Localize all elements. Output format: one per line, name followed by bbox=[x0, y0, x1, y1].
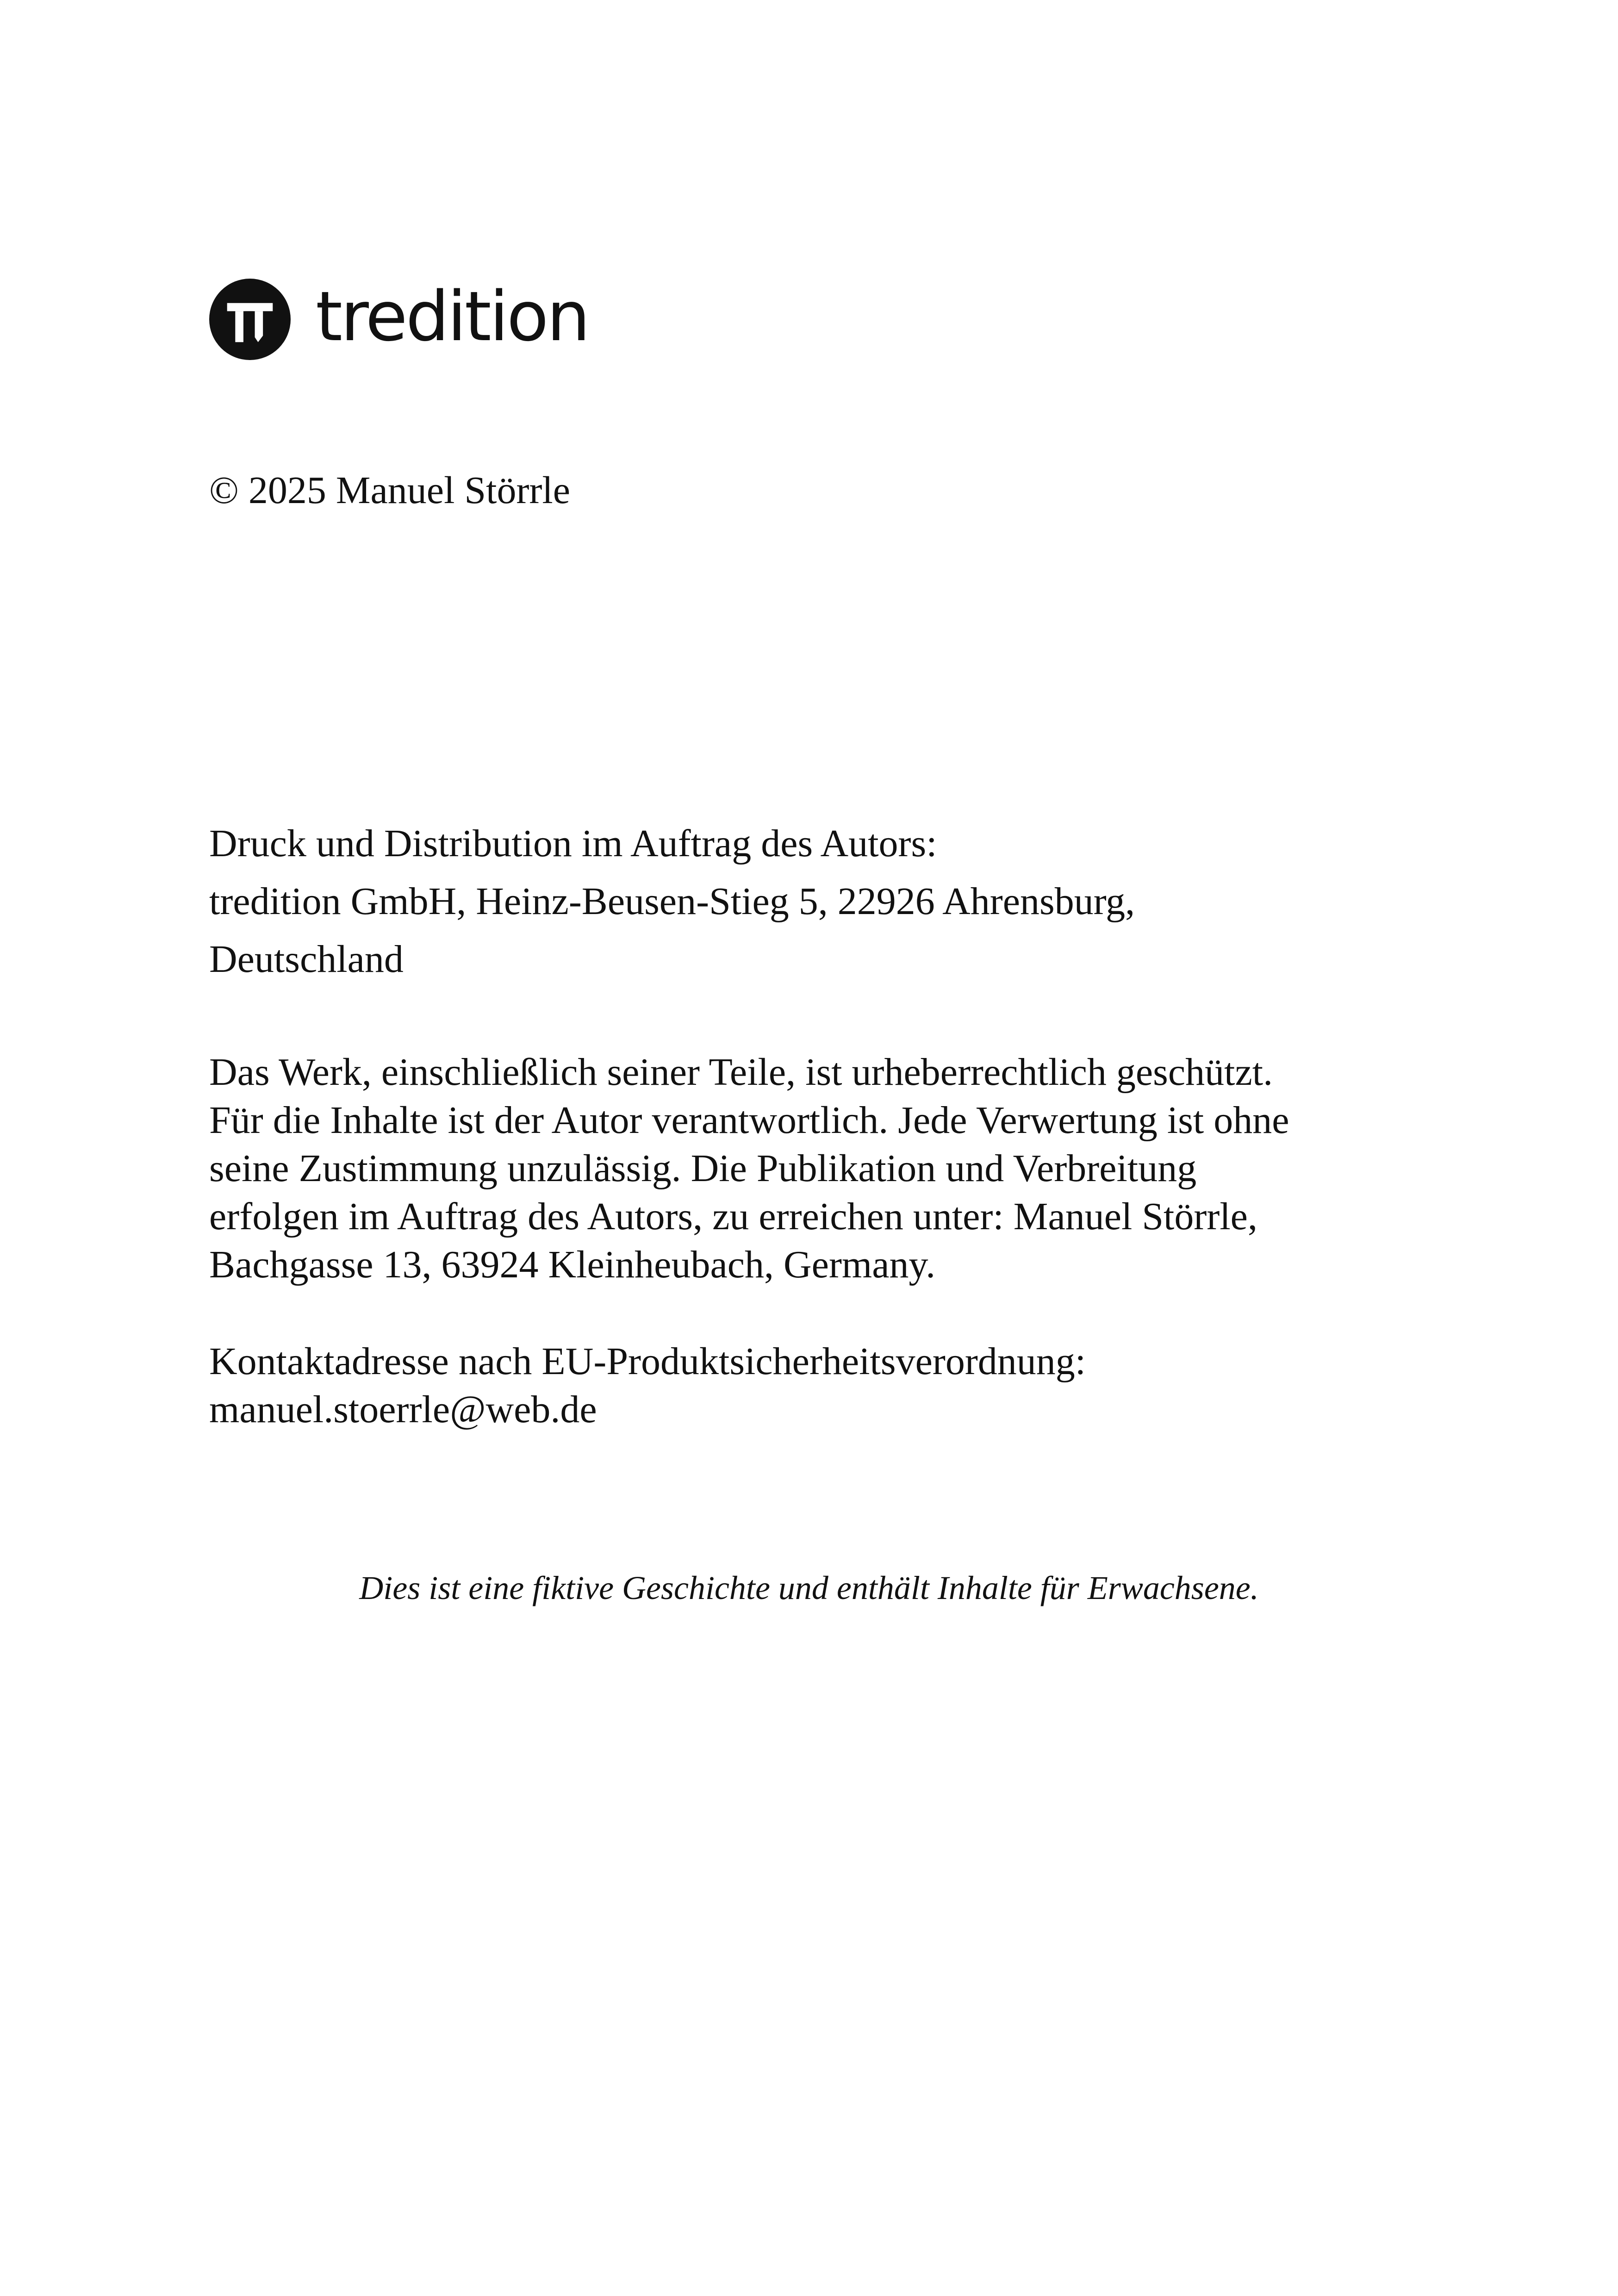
rights-line: erfolgen im Auftrag des Autors, zu erreichen unter: Manuel Störrle, bbox=[209, 1195, 1257, 1238]
copyright-line: © 2025 Manuel Störrle bbox=[209, 469, 571, 512]
publisher-info bbox=[209, 815, 1135, 988]
logo-wordmark: tredition bbox=[316, 277, 589, 356]
contact-line: Kontaktadresse nach EU-Produktsicherheitsverordnung: bbox=[209, 1340, 1086, 1383]
fiction-notice: Dies ist eine fiktive Geschichte und enthält Inhalte für Erwachsene. bbox=[359, 1569, 1259, 1606]
contact-info bbox=[209, 1338, 1086, 1434]
rights-line: seine Zustimmung unzulässig. Die Publikation und Verbreitung bbox=[209, 1147, 1197, 1190]
rights-line: Bachgasse 13, 63924 Kleinheubach, Germany. bbox=[209, 1243, 936, 1286]
rights-line: Für die Inhalte ist der Autor verantwortlich. Jede Verwertung ist ohne bbox=[209, 1099, 1289, 1142]
publisher-logo bbox=[209, 278, 588, 361]
publisher-line: Druck und Distribution im Auftrag des Autors: bbox=[209, 822, 937, 865]
contact-email: manuel.stoerrle@web.de bbox=[209, 1388, 597, 1431]
tredition-logo-icon bbox=[209, 279, 291, 360]
rights-line: Das Werk, einschließlich seiner Teile, ist urheberrechtlich geschützt. bbox=[209, 1051, 1273, 1094]
publisher-line: Deutschland bbox=[209, 938, 404, 981]
publisher-line: tredition GmbH, Heinz-Beusen-Stieg 5, 22926 Ahrensburg, bbox=[209, 880, 1135, 923]
rights-notice bbox=[209, 1048, 1289, 1289]
